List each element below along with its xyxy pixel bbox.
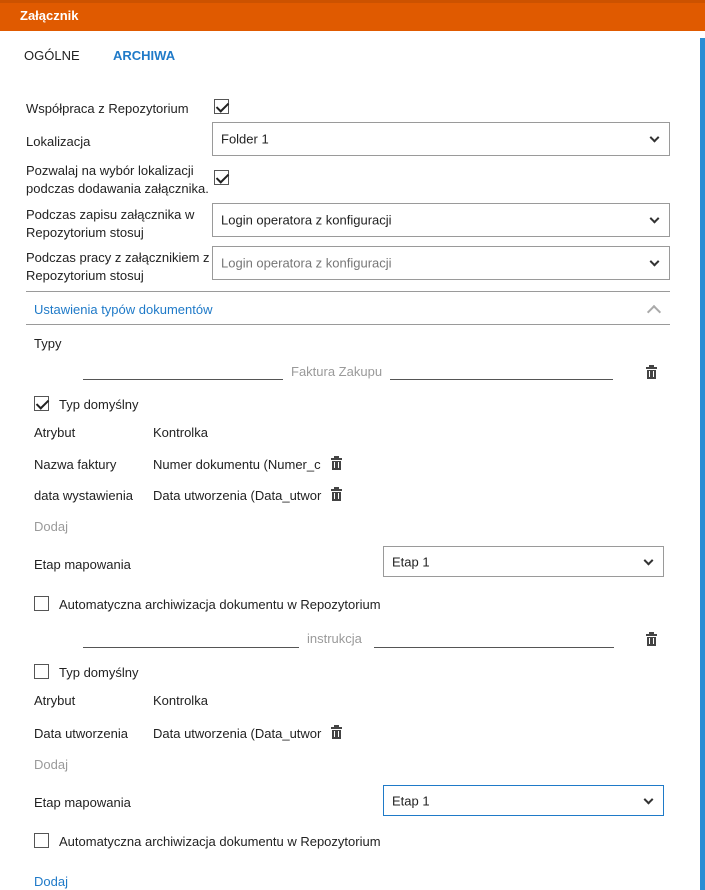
auto-archive-checkbox[interactable] <box>34 596 49 611</box>
chevron-down-icon <box>650 257 660 267</box>
mapping-stage-select[interactable] <box>383 546 664 577</box>
trash-icon[interactable] <box>646 634 657 646</box>
attribute-row-name: Data utworzenia <box>34 726 128 741</box>
on-work-label-line2: Repozytorium stosuj <box>26 268 144 283</box>
mapping-stage-value: Etap 1 <box>392 793 430 808</box>
attribute-row-control: Data utworzenia (Data_utwor <box>153 488 322 503</box>
add-attribute-link[interactable]: Dodaj <box>34 757 68 772</box>
dialog-title: Załącznik <box>20 8 79 23</box>
trash-icon[interactable] <box>331 458 342 470</box>
attribute-row-control: Numer dokumentu (Numer_c <box>153 457 321 472</box>
location-select-value: Folder 1 <box>221 131 269 147</box>
on-work-select[interactable] <box>212 246 670 280</box>
type-default-checkbox[interactable] <box>34 396 49 411</box>
trash-icon[interactable] <box>646 367 657 379</box>
titlebar-top-strip <box>0 0 705 3</box>
add-attribute-link[interactable]: Dodaj <box>34 519 68 534</box>
collapse-up-icon[interactable] <box>647 305 661 319</box>
on-save-label-line2: Repozytorium stosuj <box>26 225 144 240</box>
on-work-label-line1: Podczas pracy z załącznikiem z <box>26 250 210 265</box>
on-save-select-value: Login operatora z konfiguracji <box>221 212 392 228</box>
tab-archive[interactable]: ARCHIWA <box>113 48 176 63</box>
type-name-line-right <box>374 647 614 648</box>
section-bottom-divider <box>26 324 670 325</box>
attribute-header: Atrybut <box>34 425 76 440</box>
chevron-down-icon <box>650 214 660 224</box>
allow-location-checkbox[interactable] <box>214 170 229 185</box>
type-name-field[interactable]: Faktura Zakupu <box>291 364 383 379</box>
attribute-row-name: data wystawienia <box>34 488 133 503</box>
on-work-select-placeholder: Login operatora z konfiguracji <box>221 255 392 271</box>
add-type-link[interactable]: Dodaj <box>34 874 68 889</box>
mapping-stage-select[interactable] <box>383 785 664 816</box>
allow-location-label-line1: Pozwalaj na wybór lokalizacji <box>26 163 194 178</box>
attribute-header: Atrybut <box>34 693 76 708</box>
mapping-stage-label: Etap mapowania <box>34 795 131 810</box>
auto-archive-checkbox[interactable] <box>34 833 49 848</box>
attribute-row-control: Data utworzenia (Data_utwor <box>153 726 322 741</box>
repo-cooperation-checkbox[interactable] <box>214 99 229 114</box>
type-default-label: Typ domyślny <box>59 665 139 680</box>
vertical-scrollbar[interactable] <box>700 38 705 890</box>
on-save-select[interactable] <box>212 203 670 237</box>
type-name-line-left <box>83 647 299 648</box>
chevron-down-icon <box>644 555 654 565</box>
type-name-field[interactable]: instrukcja <box>307 631 362 646</box>
auto-archive-label: Automatyczna archiwizacja dokumentu w Repozytorium <box>59 597 381 612</box>
trash-icon[interactable] <box>331 489 342 501</box>
allow-location-label-line2: podczas dodawania załącznika. <box>26 181 209 196</box>
attribute-row-name: Nazwa faktury <box>34 457 117 472</box>
type-name-line-left <box>83 379 283 380</box>
control-header: Kontrolka <box>153 425 208 440</box>
type-default-label: Typ domyślny <box>59 397 139 412</box>
control-header: Kontrolka <box>153 693 208 708</box>
mapping-stage-label: Etap mapowania <box>34 557 131 572</box>
section-top-divider <box>26 291 670 292</box>
location-select[interactable] <box>212 122 670 156</box>
doc-types-section-title[interactable]: Ustawienia typów dokumentów <box>34 302 213 317</box>
chevron-down-icon <box>650 133 660 143</box>
type-name-line-right <box>390 379 613 380</box>
on-save-label-line1: Podczas zapisu załącznika w <box>26 207 195 222</box>
mapping-stage-value: Etap 1 <box>392 554 430 569</box>
types-label: Typy <box>34 336 62 351</box>
location-label: Lokalizacja <box>26 134 91 149</box>
trash-icon[interactable] <box>331 727 342 739</box>
tab-general[interactable]: OGÓLNE <box>24 48 80 63</box>
type-default-checkbox[interactable] <box>34 664 49 679</box>
dialog-titlebar <box>0 0 705 31</box>
auto-archive-label: Automatyczna archiwizacja dokumentu w Repozytorium <box>59 834 381 849</box>
chevron-down-icon <box>644 794 654 804</box>
repo-cooperation-label: Współpraca z Repozytorium <box>26 101 189 116</box>
